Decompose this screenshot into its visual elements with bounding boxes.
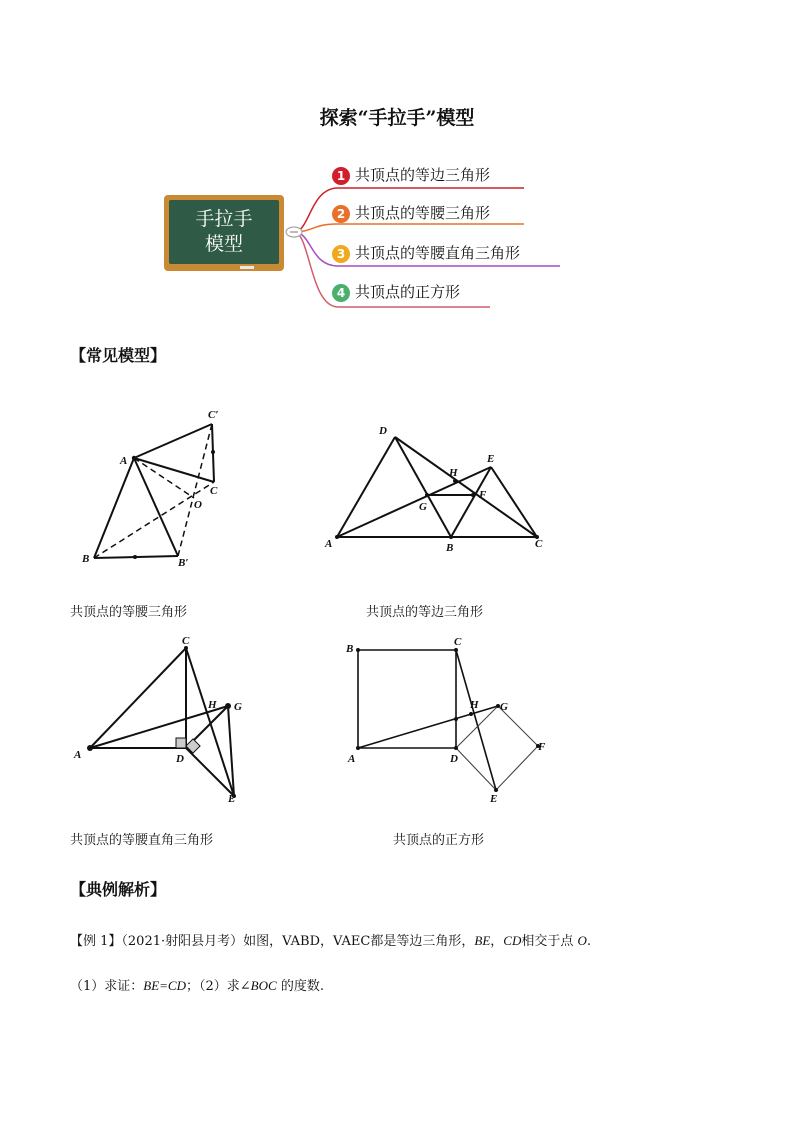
right-angle-mark-icon xyxy=(176,738,186,748)
point-A xyxy=(335,535,339,539)
example-1-statement xyxy=(70,930,730,949)
point-A xyxy=(356,746,360,750)
point-A xyxy=(87,745,93,751)
label-A: A xyxy=(325,538,333,550)
point-C xyxy=(454,648,458,652)
page-title: 探索“手拉手”模型 xyxy=(319,107,475,129)
segment-BpCp-dashed xyxy=(178,424,212,556)
question-2-tail: 的度数. xyxy=(280,979,324,994)
example-1-end: . xyxy=(586,934,592,949)
figure-1-caption: 共顶点的等腰三角形 xyxy=(70,605,188,620)
midpoint-CpC xyxy=(211,450,215,454)
figure-2-diagram xyxy=(315,415,555,560)
point-G xyxy=(425,493,429,497)
label-H: H xyxy=(208,699,217,711)
segment-ACp xyxy=(134,424,212,458)
point-B xyxy=(449,535,453,539)
badge-1-icon: 1 xyxy=(332,167,350,185)
mindmap-branch-4 xyxy=(332,281,460,302)
label-C: C xyxy=(454,636,462,648)
segment-cd: CD xyxy=(503,933,522,948)
segment-be: BE xyxy=(474,933,491,948)
label-F: F xyxy=(538,741,546,753)
segment-DB xyxy=(395,437,451,537)
section-heading-examples: 【典例解析】 xyxy=(70,880,167,899)
question-2-angle: BOC xyxy=(250,978,277,993)
segment-AB xyxy=(94,458,134,558)
label-A: A xyxy=(120,455,128,467)
example-1-questions xyxy=(70,975,730,994)
point-E xyxy=(494,788,498,792)
board-line-1: 手拉手 xyxy=(195,208,253,230)
label-D: D xyxy=(379,425,387,437)
segment-DC xyxy=(395,437,537,537)
label-G: G xyxy=(419,501,427,513)
mindmap-center-board xyxy=(164,195,284,271)
branch-1-label: 共顶点的等边三角形 xyxy=(355,166,491,184)
label-D: D xyxy=(450,753,458,765)
segment-AD xyxy=(337,437,395,537)
label-E: E xyxy=(487,453,495,465)
example-1-tail: 相交于点 xyxy=(521,934,574,949)
label-C: C xyxy=(210,485,218,497)
badge-4-icon: 4 xyxy=(332,284,350,302)
comma: ， xyxy=(490,934,504,949)
point-H xyxy=(469,712,473,716)
example-1-mid: 都是等边三角形， xyxy=(370,934,475,949)
label-B: B xyxy=(446,542,454,554)
figure-3-diagram xyxy=(70,632,260,812)
section-heading-models: 【常见模型】 xyxy=(70,346,167,365)
figure-3-caption: 共顶点的等腰直角三角形 xyxy=(70,833,214,848)
label-H: H xyxy=(449,467,458,479)
mindmap-branch-2 xyxy=(332,202,490,223)
figure-4-diagram xyxy=(340,632,560,812)
figure-2-caption: 共顶点的等边三角形 xyxy=(366,605,484,620)
badge-2-icon: 2 xyxy=(332,205,350,223)
point-G xyxy=(225,703,231,709)
board-line-2: 模型 xyxy=(204,233,243,255)
branch-3-label: 共顶点的等腰直角三角形 xyxy=(355,244,521,262)
point-B xyxy=(356,648,360,652)
label-Bp: B′ xyxy=(178,557,189,569)
segment-AE xyxy=(337,467,491,537)
figure-4-caption: 共顶点的正方形 xyxy=(393,833,485,848)
segment-FE xyxy=(496,746,538,790)
point-A xyxy=(132,456,136,460)
point-o: O xyxy=(577,933,587,948)
label-A: A xyxy=(348,753,356,765)
midpoint-BBp xyxy=(133,555,137,559)
label-C: C xyxy=(182,635,190,647)
mindmap-branch-1 xyxy=(332,164,490,185)
segment-AC xyxy=(134,458,214,482)
badge-3-icon: 3 xyxy=(332,245,350,263)
point-F xyxy=(471,493,475,497)
question-1-prefix: （1）求证： xyxy=(70,979,144,994)
triangle-abd: VABD xyxy=(282,934,320,949)
label-E: E xyxy=(490,793,498,805)
label-E: E xyxy=(228,793,236,805)
label-O: O xyxy=(194,499,202,511)
question-2-prefix: ；（2）求∠ xyxy=(186,979,251,994)
chalk-icon xyxy=(240,266,254,269)
separator: ， xyxy=(320,934,334,949)
label-B: B xyxy=(82,553,90,565)
branch-2-label: 共顶点的等腰三角形 xyxy=(355,204,491,222)
segment-EC xyxy=(491,467,537,537)
connector-2 xyxy=(294,224,524,232)
mindmap-branch-3 xyxy=(332,242,520,263)
board-surface xyxy=(169,200,279,264)
figure-1-diagram xyxy=(70,400,260,580)
segment-ABp xyxy=(134,458,178,556)
label-H: H xyxy=(470,699,479,711)
example-1-prefix: 【例 1】（2021·射阳县月考）如图， xyxy=(70,934,283,949)
segment-CE xyxy=(186,648,234,796)
question-1-equation: BE=CD xyxy=(143,978,186,993)
segment-BC-dashed xyxy=(94,482,214,558)
point-H xyxy=(453,479,457,483)
label-Cp: C′ xyxy=(208,409,219,421)
branch-4-label: 共顶点的正方形 xyxy=(355,283,461,301)
label-G: G xyxy=(500,701,508,713)
point-D xyxy=(454,746,458,750)
triangle-aec: VAEC xyxy=(333,934,371,949)
label-C: C xyxy=(535,538,543,550)
label-A: A xyxy=(74,749,82,761)
label-B: B xyxy=(346,643,354,655)
label-G: G xyxy=(234,701,242,713)
label-F: F xyxy=(479,489,487,501)
point-intersect xyxy=(454,717,458,721)
label-D: D xyxy=(176,753,184,765)
